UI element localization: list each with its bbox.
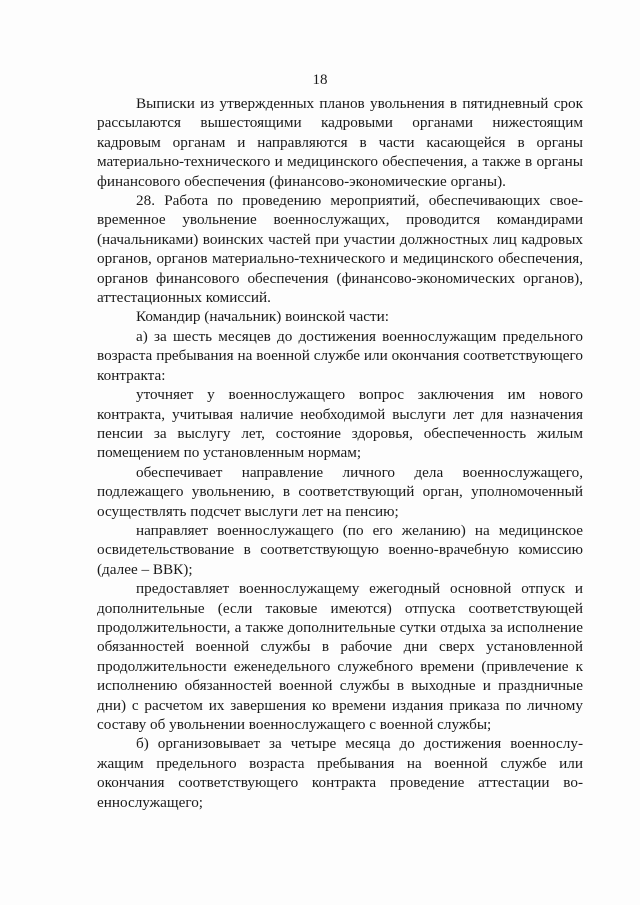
paragraph-item-b: б) организовывает за четыре месяца до достижения военнослужащим предельного возраста пребывания на военной службе или окончания соответствующего контракта проведение аттестации военнослужащего; bbox=[97, 735, 583, 811]
paragraph-personal-file: обеспечивает направление личного дела военнослужащего, подлежащего увольнению, в соответствующий орган, уполномоченный осуществлять подсчет выслуги лет на пенсию; bbox=[97, 463, 583, 520]
paragraph-dismissal-plans: Выписки из утвержденных планов увольнения в пятидневный срок рассылаются вышестоящими кадровыми органами нижестоящим кадровым органам и направляются в части касающейся в органы материально-технического и медицинского обеспечения, а также в органы финансового обеспечения (финансово-экономические органы). bbox=[97, 95, 583, 190]
paragraph-clarifies-contract: уточняет у военнослужащего вопрос заключения им нового контракта, учитывая наличие необходимой выслуги лет для назначения пенсии за выслугу лет, состояние здоровья, обеспеченность жилым помещением по установленным нормам; bbox=[97, 386, 583, 462]
page-number: 18 bbox=[312, 72, 328, 88]
paragraph-section-28: 28. Работа по проведению мероприятий, обеспечивающих своевременное увольнение военнослужащих, проводится командирами (начальниками) воинских частей при участии должностных лиц кадровых органов, органов материально-технического и медицинского обеспечения, органов финансового обеспечения (финансово-экономических органов), аттестационных комиссий. bbox=[97, 192, 583, 307]
paragraph-commander-intro: Командир (начальник) воинской части: bbox=[136, 308, 390, 326]
paragraph-leave: предоставляет военнослужащему ежегодный основной отпуск и дополнительные (если таковые имеются) отпуска соответствующей продолжительности, а также дополнительные сутки отдыха за исполнение обязанностей военной службы в рабочие дни сверх установленной продолжительности еженедельного служебного времени (привлечение к исполнению обязанностей военной службы в выходные и праздничные дни) с расчетом их завершения ко времени издания приказа по личному составу об увольнении военнослужащего с военной службы; bbox=[97, 580, 583, 733]
document-body bbox=[97, 94, 583, 812]
paragraph-item-a: а) за шесть месяцев до достижения военнослужащим предельного возраста пребывания на военной службе или окончания соответствующего контракта: bbox=[97, 327, 583, 384]
paragraph-medical-exam: направляет военнослужащего (по его желанию) на медицинское освидетельствование в соответствующую военно-врачебную комиссию (далее – ВВК); bbox=[97, 521, 583, 578]
